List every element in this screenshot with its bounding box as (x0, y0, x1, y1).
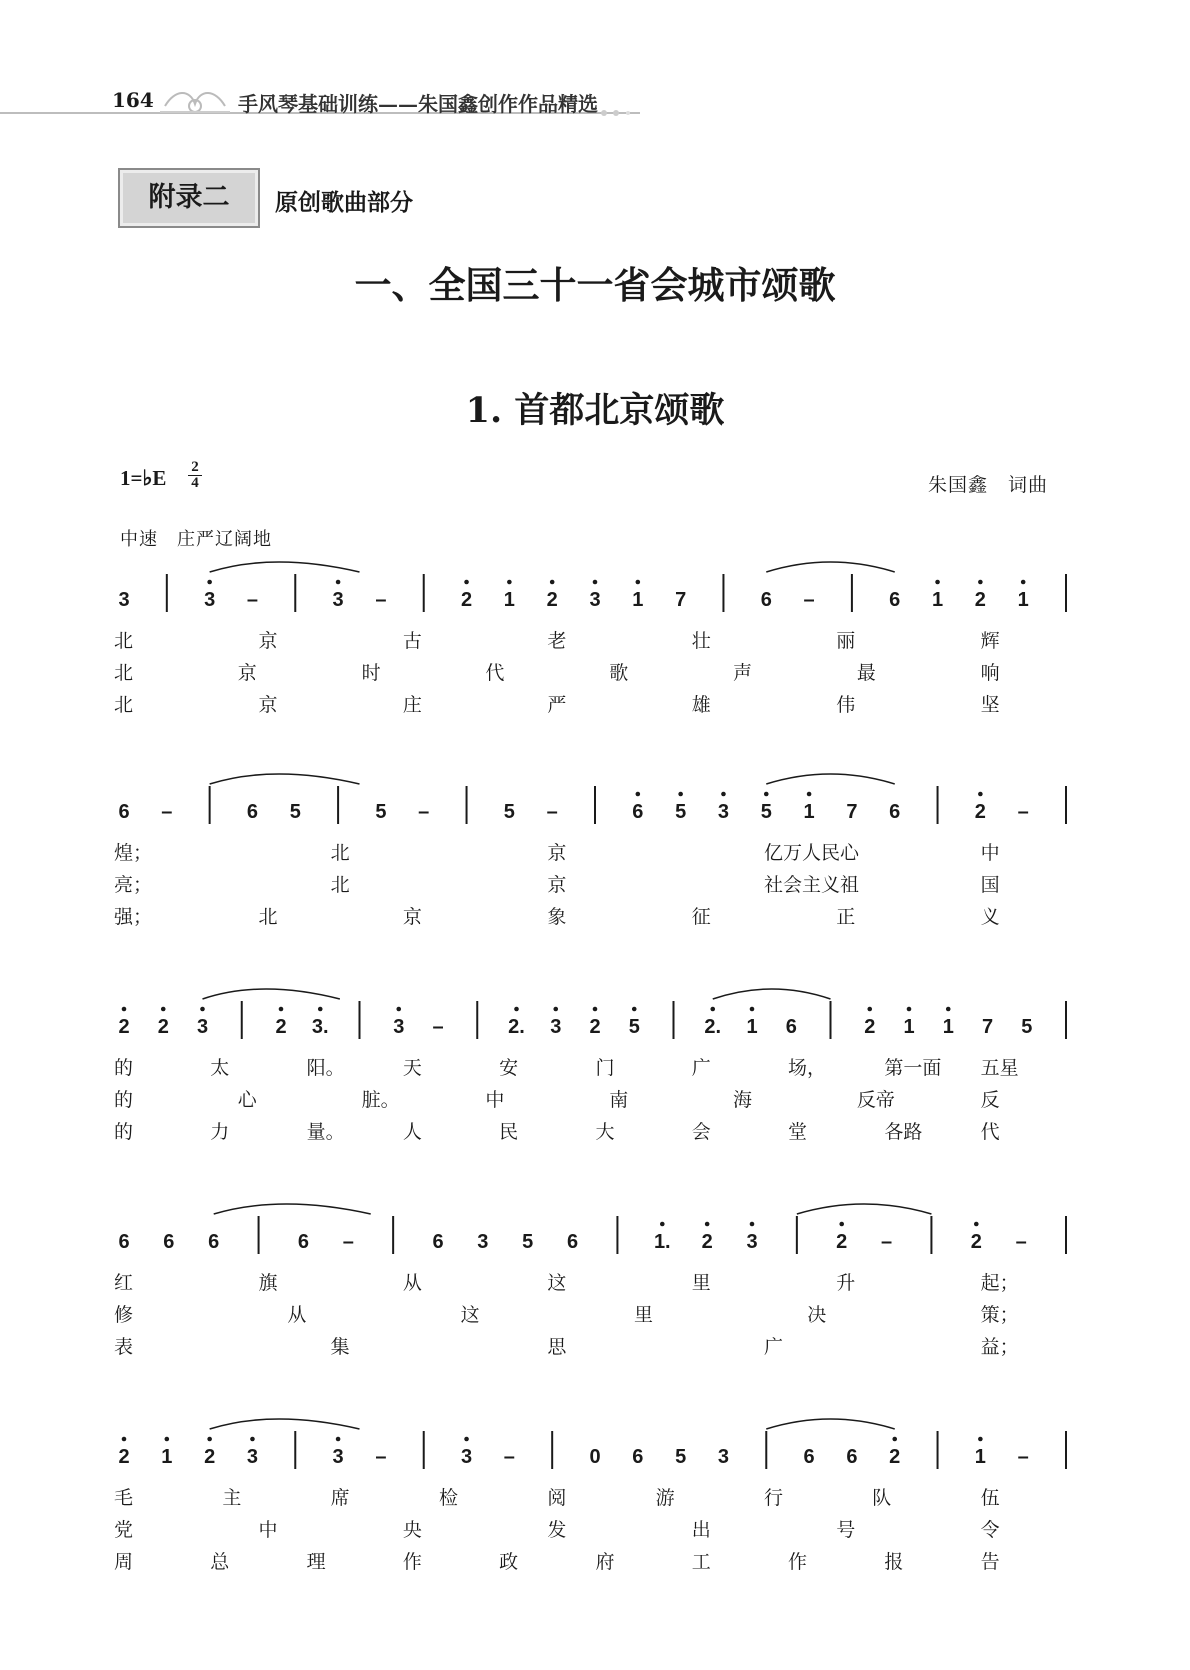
octave-dot (279, 1007, 284, 1012)
lyric-syllable: 脏。 (361, 1089, 400, 1111)
lyric-syllable: 作 (402, 1551, 422, 1573)
slur (210, 774, 360, 784)
appendix-subtitle: 原创歌曲部分 (275, 189, 413, 216)
lyric-syllable: 中 (485, 1089, 505, 1111)
octave-dot (553, 1007, 558, 1012)
lyric-syllable: 太 (210, 1057, 230, 1079)
page-number: 164 (112, 88, 154, 112)
note: 6 (163, 1231, 175, 1253)
note: 1 (632, 589, 644, 611)
lyric-syllable: 象 (547, 906, 567, 928)
lyric-syllable: 安 (499, 1057, 519, 1079)
lyric-syllable: 政 (499, 1551, 519, 1573)
running-title: 手风琴基础训练——朱国鑫创作作品精选 (238, 92, 598, 116)
note: 2 (204, 1446, 216, 1468)
note: 6 (118, 801, 130, 823)
lyric-syllable: 反 (980, 1089, 1000, 1111)
lyric-syllable: 报 (884, 1551, 904, 1573)
note: 2 (118, 1446, 130, 1468)
note: – (1017, 801, 1029, 823)
lyric-syllable: 北 (330, 874, 350, 896)
note: 3 (589, 589, 601, 611)
note: 1 (746, 1016, 758, 1038)
octave-dot (464, 580, 469, 585)
octave-dot (1021, 580, 1026, 585)
lyric-syllable: 北 (114, 694, 134, 716)
lyric-syllable: 党 (114, 1519, 134, 1541)
note: 6 (760, 589, 772, 611)
note: 6 (567, 1231, 579, 1253)
lyric-syllable: 坚 (980, 694, 1000, 716)
note: 3 (477, 1231, 489, 1253)
lyric-syllable: 益； (980, 1336, 1019, 1358)
note: 2 (974, 589, 986, 611)
octave-dot (839, 1222, 844, 1227)
lyric-syllable: 民 (499, 1121, 519, 1143)
octave-dot (507, 580, 512, 585)
slur (203, 989, 340, 999)
octave-dot (318, 1007, 323, 1012)
lyric-syllable: 京 (547, 842, 567, 864)
note: 6 (803, 1446, 815, 1468)
lyric-syllable: 这 (547, 1272, 567, 1294)
lyric-syllable: 集 (330, 1336, 350, 1358)
note: – (503, 1446, 515, 1468)
lyric-syllable: 堂 (788, 1121, 808, 1143)
octave-dot (207, 580, 212, 585)
song-title: 1. 首都北京颂歌 (465, 390, 725, 431)
note: 3 (246, 1446, 259, 1468)
octave-dot (974, 1222, 979, 1227)
lyric-syllable: 北 (114, 662, 134, 684)
note: 1 (503, 589, 515, 611)
note: 3 (196, 1016, 209, 1038)
note: 1 (974, 1446, 986, 1468)
note: 3 (332, 1446, 344, 1468)
note: 1 (1017, 589, 1029, 611)
octave-dot (200, 1007, 205, 1012)
octave-dot (122, 1007, 127, 1012)
slur (766, 774, 894, 784)
lyric-syllable: 壮 (691, 630, 711, 652)
octave-dot (946, 1007, 951, 1012)
octave-dot (764, 792, 769, 797)
note: – (375, 589, 387, 611)
time-bottom: 4 (191, 475, 199, 491)
time-top: 2 (188, 460, 202, 476)
lyric-syllable: 最 (856, 662, 876, 684)
lyric-syllable: 京 (258, 694, 278, 716)
note: 5 (522, 1231, 534, 1253)
lyric-syllable: 发 (547, 1519, 567, 1541)
octave-dot (710, 1007, 715, 1012)
slur (713, 989, 831, 999)
octave-dot (750, 1007, 755, 1012)
note: 1 (903, 1016, 915, 1038)
lyric-syllable: 起； (980, 1272, 1019, 1294)
octave-dot (978, 580, 983, 585)
note: 6 (297, 1231, 309, 1253)
lyric-syllable: 里 (633, 1304, 653, 1326)
lyric-syllable: 升 (836, 1272, 856, 1294)
lyric-syllable: 煌； (114, 842, 153, 864)
lyric-syllable: 时 (361, 662, 381, 684)
note: 6 (632, 1446, 644, 1468)
lyric-syllable: 天 (402, 1057, 422, 1079)
note: 3 (746, 1231, 758, 1253)
note: 2 (970, 1231, 982, 1253)
lyric-syllable: 义 (980, 906, 1000, 928)
lyric-syllable: 修 (114, 1304, 134, 1326)
note: 5 (503, 801, 515, 823)
note: – (418, 801, 430, 823)
lyric-syllable: 从 (402, 1272, 422, 1294)
lyric-syllable: 工 (691, 1551, 711, 1573)
note: 6 (846, 1446, 858, 1468)
lyric-syllable: 京 (547, 874, 567, 896)
lyric-syllable: 辉 (980, 630, 1000, 652)
octave-dot (750, 1222, 755, 1227)
note: 2 (974, 801, 986, 823)
octave-dot (161, 1007, 166, 1012)
tempo-marking: 中速 庄严辽阔地 (120, 529, 272, 550)
lyric-syllable: 广 (691, 1057, 711, 1079)
octave-dot (632, 1007, 637, 1012)
lyric-syllable: 亿万人民心 (763, 842, 859, 864)
lyric-syllable: 中 (980, 842, 1000, 864)
note: 2 (836, 1231, 848, 1253)
note: 3 (550, 1016, 562, 1038)
section-title: 一、全国三十一省会城市颂歌 (354, 263, 836, 307)
lyric-syllable: 国 (980, 874, 1000, 896)
octave-dot (207, 1437, 212, 1442)
note: 6 (785, 1016, 797, 1038)
lyric-syllable: 北 (258, 906, 278, 928)
lyric-syllable: 古 (402, 630, 422, 652)
lyric-syllable: 决 (807, 1304, 827, 1326)
composer-credit: 朱国鑫 词曲 (928, 474, 1049, 496)
lyric-syllable: 检 (438, 1487, 458, 1509)
octave-dot (807, 792, 812, 797)
lyric-syllable: 府 (595, 1551, 615, 1573)
octave-dot (636, 580, 641, 585)
lyric-syllable: 征 (691, 906, 711, 928)
lyric-syllable: 伍 (980, 1487, 1000, 1509)
lyric-syllable: 的 (114, 1121, 134, 1143)
note: 5 (628, 1016, 640, 1038)
lyric-syllable: 量。 (306, 1121, 345, 1143)
key-text: 1=♭E (120, 466, 167, 490)
note: – (1017, 1446, 1029, 1468)
lyric-syllable: 作 (788, 1551, 808, 1573)
lyric-syllable: 第一面 (884, 1057, 942, 1079)
note: 2 (460, 589, 473, 611)
lyric-syllable: 中 (258, 1519, 278, 1541)
note: 1 (803, 801, 815, 823)
note: 5 (1021, 1016, 1033, 1038)
lyric-syllable: 各路 (884, 1121, 923, 1143)
note: 5 (675, 801, 687, 823)
lyric-syllable: 五星 (980, 1057, 1019, 1079)
lyric-syllable: 阳。 (306, 1057, 345, 1079)
lyric-syllable: 心 (237, 1089, 257, 1111)
lyric-syllable: 毛 (114, 1487, 134, 1509)
lyric-syllable: 周 (114, 1551, 134, 1573)
note: 2 (589, 1016, 601, 1038)
note: 3. (311, 1016, 329, 1038)
note: 6 (432, 1231, 444, 1253)
lyric-syllable: 游 (655, 1487, 675, 1509)
lyric-syllable: 理 (306, 1551, 326, 1573)
lyric-syllable: 大 (595, 1121, 615, 1143)
note: 1. (653, 1231, 671, 1253)
octave-dot (396, 1007, 401, 1012)
note: 6 (889, 801, 901, 823)
note: – (342, 1231, 354, 1253)
note: 6 (632, 801, 644, 823)
lyric-syllable: 的 (114, 1089, 134, 1111)
octave-dot (978, 1437, 983, 1442)
lyric-syllable: 社会主义祖 (763, 874, 859, 896)
note: 3 (332, 589, 344, 611)
note: 5 (289, 801, 301, 823)
octave-dot (336, 1437, 341, 1442)
octave-dot (550, 580, 555, 585)
lyric-syllable: 会 (691, 1121, 711, 1143)
note: – (1015, 1231, 1027, 1253)
octave-dot (935, 580, 940, 585)
lyric-syllable: 令 (980, 1519, 1000, 1541)
lyric-syllable: 旗 (258, 1272, 278, 1294)
note: 3 (460, 1446, 473, 1468)
lyric-syllable: 亮； (114, 874, 153, 896)
note: 2 (157, 1016, 169, 1038)
lyric-syllable: 表 (114, 1336, 134, 1358)
lyric-syllable: 京 (237, 662, 257, 684)
lyric-syllable: 力 (210, 1121, 230, 1143)
note: – (432, 1016, 444, 1038)
octave-dot (514, 1007, 519, 1012)
octave-dot (892, 1437, 897, 1442)
lyric-syllable: 南 (609, 1089, 629, 1111)
note: 7 (675, 589, 687, 611)
octave-dot (907, 1007, 912, 1012)
lyric-syllable: 响 (980, 662, 1000, 684)
note: 3 (393, 1016, 405, 1038)
lyric-syllable: 行 (763, 1487, 783, 1509)
lyric-syllable: 从 (287, 1304, 307, 1326)
note: – (246, 589, 259, 611)
octave-dot (464, 1437, 469, 1442)
octave-dot (593, 1007, 598, 1012)
slur (210, 562, 360, 572)
lyric-syllable: 正 (836, 906, 856, 928)
octave-dot (250, 1437, 255, 1442)
octave-dot (978, 792, 983, 797)
note: 7 (981, 1016, 994, 1038)
lyric-syllable: 歌 (609, 662, 629, 684)
lyric-syllable: 队 (872, 1487, 892, 1509)
slur (766, 562, 894, 572)
octave-dot (336, 580, 341, 585)
note: 3 (717, 801, 730, 823)
note: – (803, 589, 815, 611)
note: 1 (942, 1016, 954, 1038)
note: 2. (508, 1016, 525, 1038)
lyric-syllable: 总 (210, 1551, 230, 1573)
note: 2 (275, 1016, 287, 1038)
note: 3 (118, 589, 130, 611)
octave-dot (593, 580, 598, 585)
note: 2 (889, 1446, 901, 1468)
note: – (546, 801, 558, 823)
note: 6 (208, 1231, 220, 1253)
octave-dot (678, 792, 683, 797)
slur (797, 1204, 932, 1214)
lyric-syllable: 强； (114, 906, 153, 928)
note: 7 (846, 801, 858, 823)
lyric-syllable: 央 (402, 1519, 422, 1541)
note: 2. (704, 1016, 722, 1038)
lyric-syllable: 京 (258, 630, 278, 652)
lyric-syllable: 代 (485, 662, 505, 684)
lyric-syllable: 策； (980, 1304, 1019, 1326)
lyric-syllable: 出 (691, 1519, 711, 1541)
note: 0 (589, 1446, 601, 1468)
octave-dot (636, 792, 641, 797)
octave-dot (122, 1437, 127, 1442)
lyric-syllable: 席 (330, 1487, 350, 1509)
lyric-syllable: 老 (547, 630, 567, 652)
lyric-syllable: 丽 (836, 630, 856, 652)
note: – (881, 1231, 893, 1253)
lyric-syllable: 北 (114, 630, 134, 652)
lyric-syllable: 号 (836, 1519, 856, 1541)
lyric-syllable: 庄 (402, 694, 422, 716)
lyric-syllable: 雄 (691, 694, 711, 716)
note: 5 (675, 1446, 687, 1468)
lyric-syllable: 思 (547, 1336, 567, 1358)
slur (214, 1204, 371, 1214)
octave-dot (705, 1222, 710, 1227)
note: 3 (204, 589, 216, 611)
lyric-syllable: 代 (980, 1121, 1000, 1143)
appendix-label: 附录二 (118, 168, 260, 228)
lyric-syllable: 主 (222, 1487, 242, 1509)
note: 2 (546, 589, 558, 611)
lyric-syllable: 告 (980, 1551, 1000, 1573)
note: 2 (701, 1231, 713, 1253)
octave-dot (867, 1007, 872, 1012)
note: – (161, 801, 173, 823)
slur (766, 1419, 894, 1429)
lyric-syllable: 伟 (836, 694, 856, 716)
note: 2 (118, 1016, 130, 1038)
note: 3 (717, 1446, 730, 1468)
octave-dot (721, 792, 726, 797)
note: 6 (889, 589, 901, 611)
lyric-syllable: 场， (788, 1057, 827, 1079)
note: 5 (760, 801, 772, 823)
lyric-syllable: 广 (763, 1336, 783, 1358)
lyric-syllable: 红 (114, 1272, 134, 1294)
lyric-syllable: 阅 (547, 1487, 567, 1509)
note: 1 (161, 1446, 173, 1468)
octave-dot (660, 1222, 665, 1227)
lyric-syllable: 海 (733, 1089, 753, 1111)
lyric-syllable: 北 (330, 842, 350, 864)
lyric-syllable: 这 (460, 1304, 480, 1326)
slur (210, 1419, 360, 1429)
octave-dot (165, 1437, 170, 1442)
note: 6 (118, 1231, 130, 1253)
lyric-syllable: 门 (595, 1057, 615, 1079)
note: 2 (864, 1016, 876, 1038)
lyric-syllable: 里 (691, 1272, 711, 1294)
note: 1 (931, 589, 944, 611)
note: – (375, 1446, 387, 1468)
lyric-syllable: 声 (733, 662, 753, 684)
lyric-syllable: 严 (547, 694, 567, 716)
note: 5 (375, 801, 387, 823)
lyric-syllable: 人 (402, 1121, 422, 1143)
lyric-syllable: 的 (114, 1057, 134, 1079)
lyric-syllable: 反帝 (856, 1089, 895, 1111)
lyric-syllable: 京 (402, 906, 422, 928)
note: 6 (246, 801, 259, 823)
